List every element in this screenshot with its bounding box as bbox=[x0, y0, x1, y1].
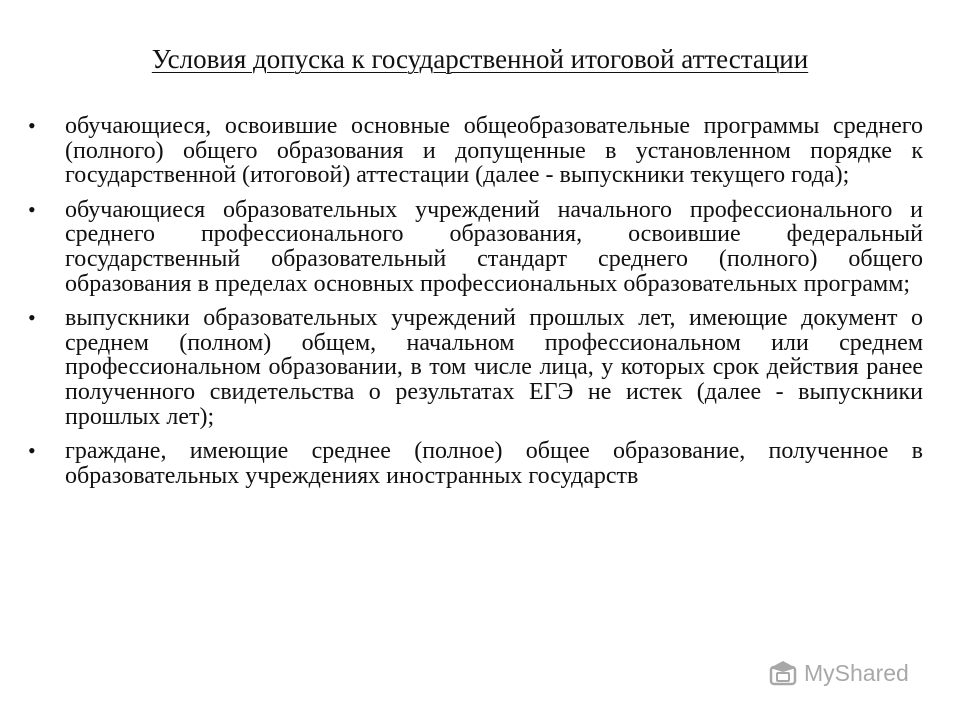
bullet-icon: • bbox=[28, 305, 36, 331]
list-item-text: граждане, имеющие среднее (полное) общее образование, полученное в образовательных учреждениях иностранных государств bbox=[65, 438, 923, 489]
list-item bbox=[28, 306, 923, 429]
list-item-text: обучающиеся, освоившие основные общеобразовательные программы среднего (полного) общего образования и допущенные в установленном порядке к государственной (итоговой) аттестации (далее - выпускники текущего года); bbox=[65, 113, 923, 189]
slide-title-text: Условия допуска к государственной итоговой аттестации bbox=[151, 44, 809, 74]
bullet-icon: • bbox=[28, 438, 36, 464]
list-item-text: выпускники образовательных учреждений прошлых лет, имеющие документ о среднем (полном) общем, начальном профессиональном или среднем профессиональном образовании, в том числе лица, у которых срок действия ранее полученного свидетельства о результатах ЕГЭ не истек (далее - выпускники прошлых лет); bbox=[65, 305, 923, 430]
mortarboard-icon bbox=[768, 658, 798, 688]
watermark-text: MyShared bbox=[804, 659, 909, 686]
myshared-watermark bbox=[768, 656, 909, 690]
bullet-icon: • bbox=[28, 113, 36, 138]
list-item bbox=[28, 114, 923, 188]
admission-conditions-list bbox=[28, 114, 923, 498]
bullet-icon: • bbox=[28, 196, 36, 222]
list-item bbox=[28, 198, 923, 296]
slide-title bbox=[0, 42, 960, 76]
list-item bbox=[28, 439, 923, 488]
list-item-text: обучающиеся образовательных учреждений начального профессионального и среднего профессионального образования, освоившие федеральный государственный образовательный стандарт среднего (полного) общего образования в пределах основных профессиональных образовательных программ; bbox=[65, 196, 923, 297]
